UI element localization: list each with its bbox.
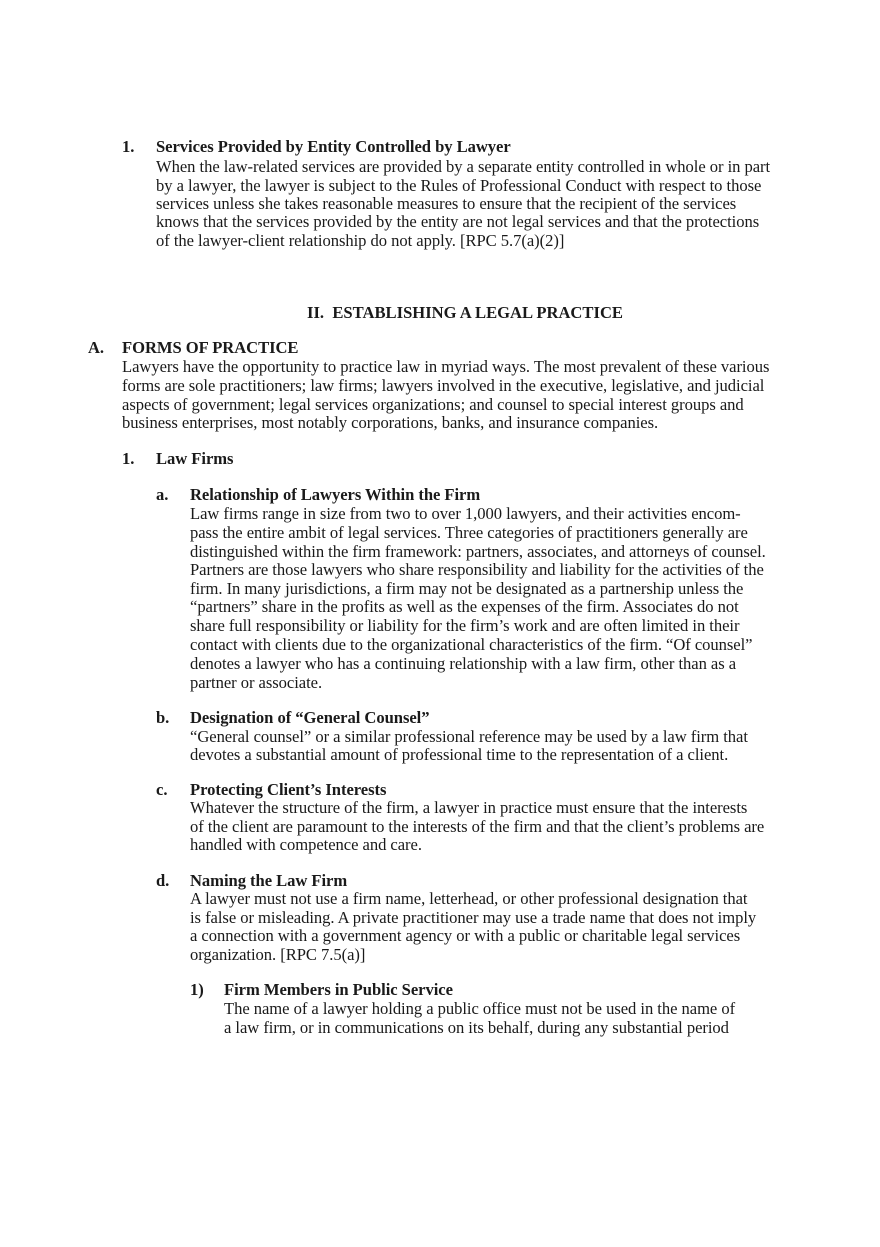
paragraph-line: devotes a substantial amount of professional time to the representation of a client. xyxy=(190,745,729,764)
paragraph-line: denotes a lawyer who has a continuing relationship with a law firm, other than as a xyxy=(190,654,737,673)
paragraph-line: Lawyers have the opportunity to practice law in myriad ways. The most prevalent of these various xyxy=(122,357,770,376)
paragraph-line: “General counsel” or a similar professional reference may be used by a law firm that xyxy=(190,727,748,746)
paragraph-line: a connection with a government agency or with a public or charitable legal services xyxy=(190,926,741,945)
paragraph-line: of the client are paramount to the interests of the firm and that the client’s problems are xyxy=(190,817,765,836)
section-heading: Services Provided by Entity Controlled by Lawyer xyxy=(156,137,511,156)
paragraph-line: Partners are those lawyers who share responsibility and liability for the activities of the xyxy=(190,560,764,579)
subsection-label: c. xyxy=(156,780,168,799)
item-heading: Firm Members in Public Service xyxy=(224,980,453,999)
paragraph-line: knows that the services provided by the entity are not legal services and that the protections xyxy=(156,212,760,231)
section-heading: Law Firms xyxy=(156,449,234,468)
paragraph-line: The name of a lawyer holding a public office must not be used in the name of xyxy=(224,999,736,1018)
subsection-heading: Relationship of Lawyers Within the Firm xyxy=(190,485,481,504)
paragraph-line: is false or misleading. A private practitioner may use a trade name that does not imply xyxy=(190,908,757,927)
chapter-title: ESTABLISHING A LEGAL PRACTICE xyxy=(332,303,623,322)
paragraph-line: business enterprises, most notably corporations, banks, and insurance companies. xyxy=(122,413,659,432)
subsection-heading: Protecting Client’s Interests xyxy=(190,780,387,799)
section-number: 1. xyxy=(122,137,135,156)
paragraph-line: partner or associate. xyxy=(190,673,323,692)
paragraph-line: organization. [RPC 7.5(a)] xyxy=(190,945,366,964)
subsection-label: d. xyxy=(156,871,170,890)
paragraph-line: by a lawyer, the lawyer is subject to the Rules of Professional Conduct with respect to those xyxy=(156,176,762,195)
paragraph-line: Whatever the structure of the firm, a lawyer in practice must ensure that the interests xyxy=(190,798,748,817)
paragraph-line: share full responsibility or liability for the firm’s work and are often limited in their xyxy=(190,616,740,635)
paragraph-line: of the lawyer-client relationship do not apply. [RPC 5.7(a)(2)] xyxy=(156,231,565,250)
paragraph-line: aspects of government; legal services organizations; and counsel to special interest groups and xyxy=(122,395,744,414)
subsection-label: a. xyxy=(156,485,169,504)
paragraph-line: a law firm, or in communications on its behalf, during any substantial period xyxy=(224,1018,729,1037)
item-label: 1) xyxy=(190,980,204,999)
subsection-label: b. xyxy=(156,708,170,727)
paragraph-line: forms are sole practitioners; law firms; lawyers involved in the executive, legislative, and judicial xyxy=(122,376,765,395)
paragraph-line: When the law-related services are provided by a separate entity controlled in whole or in part xyxy=(156,157,771,176)
chapter-numeral: II. xyxy=(306,303,325,322)
paragraph-line: handled with competence and care. xyxy=(190,835,422,854)
paragraph-line: Law firms range in size from two to over 1,000 lawyers, and their activities encom- xyxy=(190,504,741,523)
section-heading: FORMS OF PRACTICE xyxy=(122,338,299,357)
chapter-heading xyxy=(0,303,880,322)
paragraph-line: services unless she takes reasonable measures to ensure that the recipient of the services xyxy=(156,194,737,213)
subsection-heading: Naming the Law Firm xyxy=(190,871,348,890)
paragraph-line: contact with clients due to the organizational characteristics of the firm. “Of counsel” xyxy=(190,635,753,654)
section-label: A. xyxy=(88,338,105,357)
paragraph-line: A lawyer must not use a firm name, letterhead, or other professional designation that xyxy=(190,889,748,908)
paragraph-line: pass the entire ambit of legal services. Three categories of practitioners generally are xyxy=(190,523,748,542)
paragraph-line: “partners” share in the profits as well as the expenses of the firm. Associates do not xyxy=(190,597,739,616)
paragraph-line: distinguished within the firm framework: partners, associates, and attorneys of counsel. xyxy=(190,542,766,561)
section-number: 1. xyxy=(122,449,135,468)
paragraph-line: firm. In many jurisdictions, a firm may not be designated as a partnership unless the xyxy=(190,579,744,598)
subsection-heading: Designation of “General Counsel” xyxy=(190,708,430,727)
